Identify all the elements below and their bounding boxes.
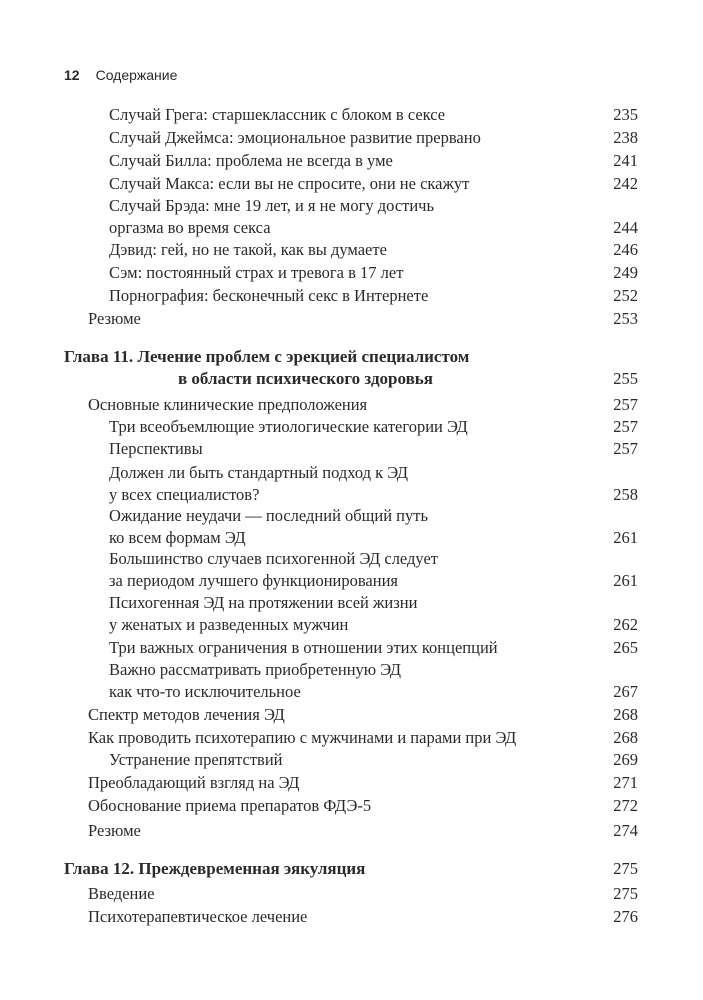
toc-entry-title: Три всеобъемлющие этиологические категории ЭД <box>109 417 468 436</box>
toc-entry-title: Должен ли быть стандартный подход к ЭД <box>109 463 409 483</box>
toc-entry-title: Случай Брэда: мне 19 лет, и я не могу достичь <box>109 196 435 216</box>
toc-entry-title: Большинство случаев психогенной ЭД следует <box>109 549 438 569</box>
toc-entry-title: Три важных ограничения в отношении этих концепций <box>109 638 498 657</box>
toc-entry-title: Дэвид: гей, но не такой, как вы думаете <box>109 240 387 259</box>
toc-page-number: 242 <box>613 174 638 193</box>
toc-page-number: 271 <box>613 773 638 792</box>
toc-entry-title: Сэм: постоянный страх и тревога в 17 лет <box>109 263 404 282</box>
toc-page-number: 268 <box>613 728 638 747</box>
toc-page-number: 255 <box>613 369 638 388</box>
toc-entry-title: Важно рассматривать приобретенную ЭД <box>109 660 401 680</box>
toc-entry-title: в области психического здоровья <box>178 369 433 388</box>
toc-entry-title: Случай Джеймса: эмоциональное развитие прервано <box>109 128 481 147</box>
toc-page-number: 257 <box>613 417 638 436</box>
toc-entry-title: Резюме <box>88 309 141 328</box>
toc-entry-title: Как проводить психотерапию с мужчинами и парами при ЭД <box>88 728 517 747</box>
page-number: 12 <box>64 67 80 83</box>
toc-entry-title: Случай Билла: проблема не всегда в уме <box>109 151 393 170</box>
toc-entry-title: Случай Грега: старшеклассник с блоком в сексе <box>109 105 446 124</box>
toc-entry-title: Психогенная ЭД на протяжении всей жизни <box>109 593 418 613</box>
section-title: Содержание <box>95 67 178 83</box>
toc-entry-title: Обоснование приема препаратов ФДЭ-5 <box>88 796 372 815</box>
toc-page-number: 265 <box>613 638 638 657</box>
toc-entry-title: Введение <box>88 884 155 903</box>
toc-entry-title: ко всем формам ЭД <box>109 528 246 547</box>
toc-entry-title: Случай Макса: если вы не спросите, они не скажут <box>109 174 470 193</box>
toc-entry-title: оргазма во время секса <box>109 218 271 237</box>
toc-entry-title: Глава 11. Лечение проблем с эрекцией специалистом <box>64 347 470 367</box>
toc-entry-title: Основные клинические предположения <box>88 395 368 414</box>
toc-page-number: 272 <box>613 796 638 815</box>
toc-entry-title: Перспективы <box>109 439 203 458</box>
toc-entry-title: за периодом лучшего функционирования <box>109 571 399 590</box>
toc-entry-title: у женатых и разведенных мужчин <box>109 615 349 634</box>
toc-page-number: 268 <box>613 705 638 724</box>
toc-entry-title: Психотерапевтическое лечение <box>88 907 308 926</box>
toc-page-number: 258 <box>613 485 638 504</box>
toc-page-number: 241 <box>613 151 638 170</box>
toc-page-number: 252 <box>613 286 638 305</box>
toc-entry-title: Преобладающий взгляд на ЭД <box>88 773 300 792</box>
toc-entry-title: Устранение препятствий <box>109 750 283 769</box>
toc-entry-title: Резюме <box>88 821 141 840</box>
toc-page-number: 257 <box>613 395 638 414</box>
toc-entry-title: Ожидание неудачи — последний общий путь <box>109 506 428 526</box>
toc-page-number: 276 <box>613 907 638 926</box>
toc-page-number: 261 <box>613 571 638 590</box>
toc-page-number: 274 <box>613 821 638 840</box>
toc-page-number: 235 <box>613 105 638 124</box>
toc-page-number: 238 <box>613 128 638 147</box>
toc-entry-title: у всех специалистов? <box>109 485 260 504</box>
toc-page-number: 262 <box>613 615 638 634</box>
toc-page-number: 267 <box>613 682 638 701</box>
toc-page-number: 257 <box>613 439 638 458</box>
toc-entry-title: как что-то исключительное <box>109 682 301 701</box>
toc-page-number: 269 <box>613 750 638 769</box>
toc-entry-title: Порнография: бесконечный секс в Интернете <box>109 286 429 305</box>
toc-entry-title: Глава 12. Преждевременная эякуляция <box>64 859 366 878</box>
toc-page-number: 261 <box>613 528 638 547</box>
toc-entry-title: Спектр методов лечения ЭД <box>88 705 285 724</box>
toc-page-number: 244 <box>613 218 638 237</box>
toc-page-number: 275 <box>613 884 638 903</box>
toc-page-number: 253 <box>613 309 638 328</box>
toc-page-number: 246 <box>613 240 638 259</box>
toc-page-number: 275 <box>613 859 638 878</box>
toc-page-number: 249 <box>613 263 638 282</box>
